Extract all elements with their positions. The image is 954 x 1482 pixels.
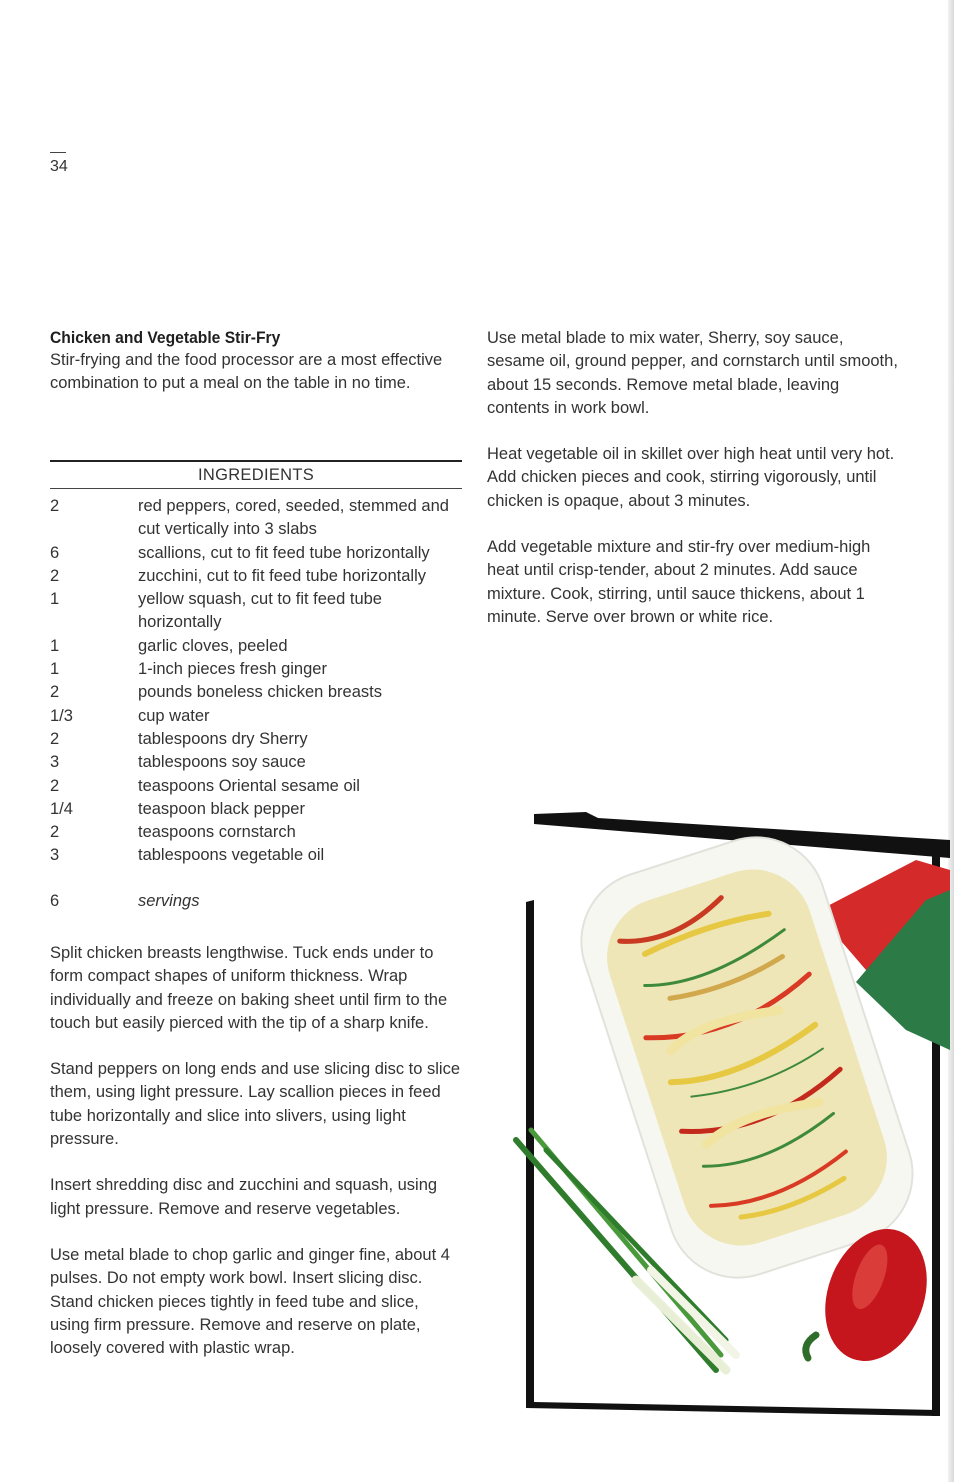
ingredient-desc: tablespoons soy sauce: [138, 753, 306, 772]
ingredient-qty: 2: [50, 683, 60, 702]
ingredient-qty: 2: [50, 729, 60, 748]
ingredient-row: [50, 542, 462, 565]
ingredient-desc: red peppers, cored, seeded, stemmed and cut vertically into 3 slabs: [138, 497, 449, 539]
ingredients-header: INGREDIENTS: [197, 466, 315, 484]
ingredient-row: [50, 635, 462, 658]
ingredients-table: [50, 460, 462, 913]
ingredient-desc: tablespoons vegetable oil: [138, 846, 325, 865]
ingredient-desc: yellow squash, cut to fit feed tube horizontally: [138, 590, 382, 632]
ingredient-row: [50, 681, 462, 704]
ingredient-row: [50, 495, 462, 542]
step-paragraph: Use metal blade to mix water, Sherry, soy sauce, sesame oil, ground pepper, and cornstarch until smooth, about 15 seconds. Remove metal blade, leaving contents in work bowl.: [487, 329, 898, 417]
page-number: 34: [50, 158, 68, 175]
steps-right-column: [487, 327, 899, 652]
ingredient-desc: pounds boneless chicken breasts: [138, 683, 382, 702]
ingredient-qty: 1: [50, 590, 60, 609]
page-number-rule: [50, 152, 66, 153]
steps-left-column: [50, 942, 462, 1383]
step-paragraph: Insert shredding disc and zucchini and squash, using light pressure. Remove and reserve vegetables.: [50, 1176, 438, 1218]
ingredient-row: [50, 705, 462, 728]
ingredient-qty: 1/3: [50, 706, 73, 725]
servings-qty: 6: [50, 891, 60, 910]
recipe-title: Chicken and Vegetable Stir-Fry: [50, 328, 281, 347]
ingredients-list: [50, 495, 462, 868]
ingredient-qty: 3: [50, 753, 60, 772]
step-paragraph: Use metal blade to chop garlic and ginger fine, about 4 pulses. Do not empty work bowl. Insert slicing disc. Stand chicken pieces tightly in feed tube and slice, using firm pressure. Remove and reserve on plate, loosely covered with plastic wrap.: [50, 1245, 450, 1358]
ingredients-header-rule: [50, 488, 462, 489]
ingredient-desc: teaspoons Oriental sesame oil: [138, 776, 360, 795]
step-paragraph: Add vegetable mixture and stir-fry over medium-high heat until crisp-tender, about 2 minutes. Add sauce mixture. Cook, stirring, until sauce thickens, about 1 minute. Serve over brown or white rice.: [487, 538, 871, 626]
ingredient-qty: 1/4: [50, 799, 73, 818]
ingredient-qty: 1: [50, 660, 60, 679]
ingredient-qty: 6: [50, 543, 60, 562]
ingredient-row: [50, 588, 462, 635]
ingredient-qty: 2: [50, 497, 60, 515]
ingredient-desc: tablespoons dry Sherry: [138, 729, 308, 748]
ingredient-row: [50, 658, 462, 681]
ingredient-qty: 1: [50, 636, 60, 655]
ingredient-qty: 2: [50, 776, 60, 795]
ingredient-desc: scallions, cut to fit feed tube horizontally: [138, 543, 430, 562]
ingredient-row: [50, 751, 462, 774]
ingredient-qty: 2: [50, 823, 60, 842]
ingredient-desc: cup water: [138, 706, 210, 725]
ingredient-row: [50, 728, 462, 751]
ingredient-row: [50, 844, 462, 867]
ingredient-desc: 1-inch pieces fresh ginger: [138, 660, 327, 679]
stir-fry-photo: [486, 810, 950, 1420]
ingredient-desc: zucchini, cut to fit feed tube horizontally: [138, 566, 426, 585]
ingredient-qty: 2: [50, 566, 60, 585]
ingredient-desc: teaspoons cornstarch: [138, 823, 296, 842]
servings-label: servings: [138, 891, 200, 910]
step-paragraph: Stand peppers on long ends and use slicing disc to slice them, using light pressure. Lay scallion pieces in feed tube horizontally and slice into slivers, using light pressure.: [50, 1060, 461, 1149]
ingredient-row: [50, 775, 462, 798]
stir-fry-photo-illustration: [486, 810, 950, 1420]
ingredient-qty: 3: [50, 846, 60, 865]
step-paragraph: Heat vegetable oil in skillet over high heat until very hot. Add chicken pieces and cook, stirring vigorously, until chicken is opaque, about 3 minutes.: [487, 445, 895, 510]
step-paragraph: Split chicken breasts lengthwise. Tuck ends under to form compact shapes of uniform thickness. Wrap individually and freeze on baking sheet until firm to the touch but easily pierced with the tip of a sharp knife.: [50, 944, 448, 1032]
ingredient-desc: garlic cloves, peeled: [138, 636, 288, 655]
recipe-intro: Stir-frying and the food processor are a most effective combination to put a meal on the table in no time.: [50, 351, 443, 393]
ingredient-row: [50, 565, 462, 588]
ingredient-row: [50, 798, 462, 821]
ingredient-row: [50, 821, 462, 844]
ingredient-desc: teaspoon black pepper: [138, 799, 305, 818]
recipe-header: [50, 326, 462, 396]
servings-row: [50, 890, 462, 913]
